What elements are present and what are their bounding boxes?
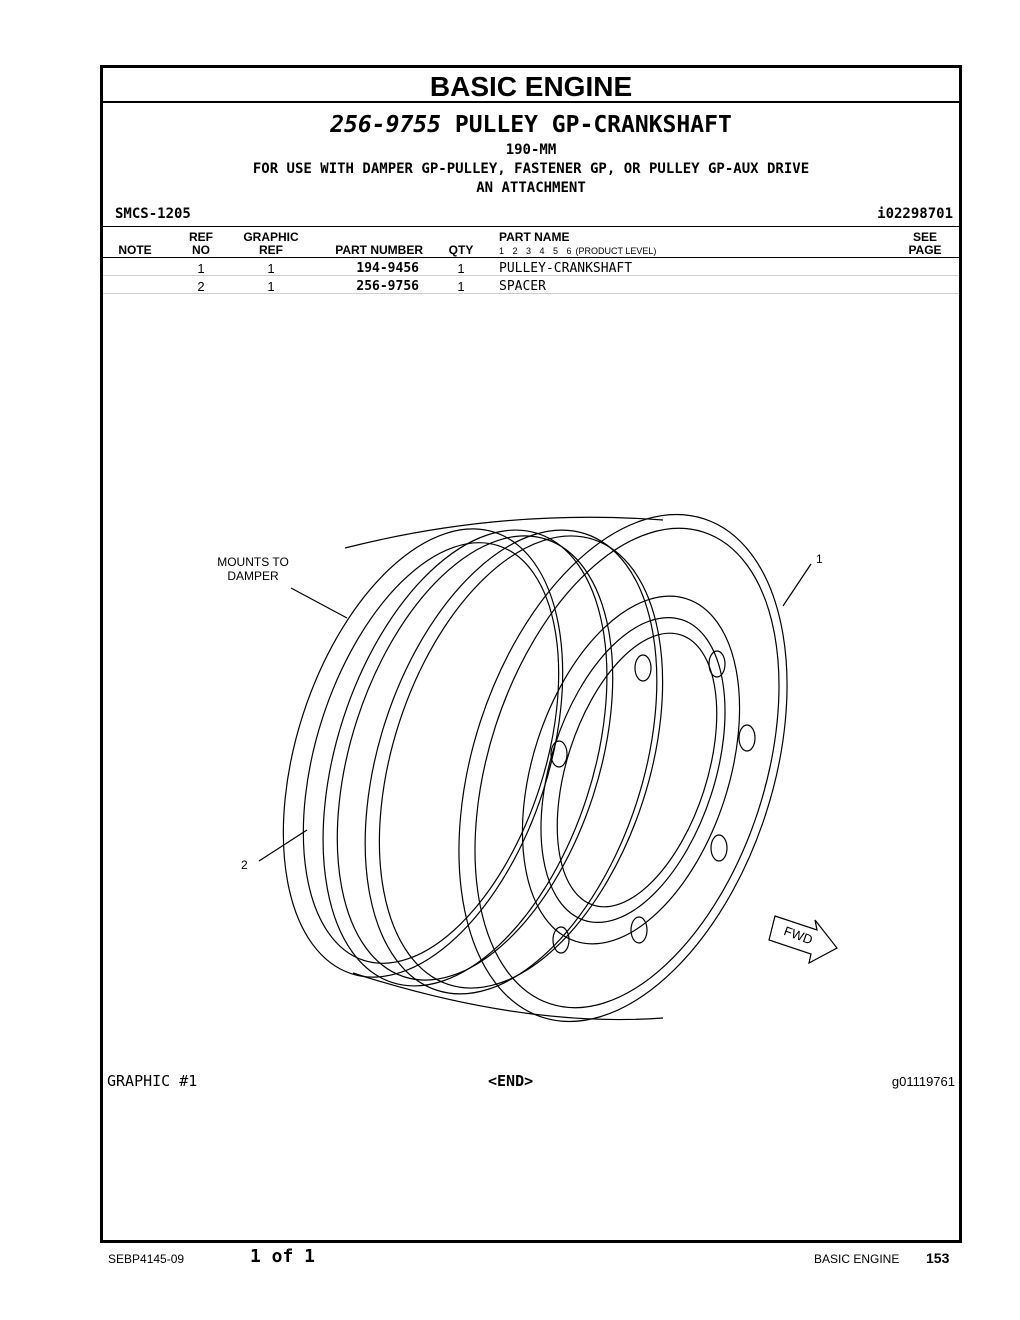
product-level-label: (PRODUCT LEVEL) — [575, 246, 657, 256]
col-header-ref-bottom: NO — [192, 243, 210, 257]
row1-part-name: PULLEY-CRANKSHAFT — [499, 261, 633, 276]
col-header-part-name: PART NAME — [499, 230, 570, 244]
footer-page-number: 153 — [926, 1250, 950, 1266]
row2-graphic: 1 — [267, 279, 275, 294]
col-header-part-number: PART NUMBER — [335, 243, 423, 257]
group-size: 190-MM — [505, 142, 557, 158]
row1-ref: 1 — [197, 261, 205, 276]
footer-page-of: 1 of 1 — [250, 1246, 316, 1267]
page-frame — [100, 65, 962, 1243]
row2-qty: 1 — [457, 279, 465, 294]
col-header-note: NOTE — [118, 243, 152, 257]
graphic-id: g01119761 — [891, 1074, 955, 1089]
row1-graphic: 1 — [267, 261, 275, 276]
bolt-hole-4 — [711, 835, 727, 861]
row1-part-number: 194-9456 — [356, 261, 419, 276]
callout-mounts-line2: DAMPER — [227, 569, 279, 583]
bolt-hole-6 — [553, 927, 569, 953]
row2-part-number: 256-9756 — [356, 279, 419, 294]
col-header-qty: QTY — [448, 243, 474, 257]
footer-doc-number: SEBP4145-09 — [108, 1252, 185, 1266]
leader-1 — [783, 564, 811, 606]
leader-mounts — [291, 588, 347, 618]
footer-section: BASIC ENGINE — [814, 1252, 900, 1266]
smcs-code: SMCS-1205 — [115, 206, 191, 222]
callout-mounts-line1: MOUNTS TO — [217, 555, 289, 569]
row2-ref: 2 — [197, 279, 205, 294]
col-header-graphic-bottom: REF — [259, 243, 283, 257]
col-header-see-bottom: PAGE — [908, 243, 942, 257]
col-header-see-top: SEE — [912, 230, 937, 244]
front-face-rim — [419, 489, 835, 1046]
bolt-hole-5 — [631, 917, 647, 943]
group-attachment: AN ATTACHMENT — [476, 180, 586, 196]
end-marker: <END> — [488, 1072, 534, 1090]
section-title: BASIC ENGINE — [103, 68, 959, 103]
group-name: PULLEY GP-CRANKSHAFT — [454, 112, 732, 138]
callout-1: 1 — [816, 552, 823, 566]
bolt-hole-2 — [709, 651, 725, 677]
callout-2: 2 — [241, 858, 248, 872]
groove-3 — [311, 493, 710, 1031]
pulley-drawing — [103, 68, 959, 1068]
level-numbers: 1 2 3 4 5 6 — [499, 246, 572, 256]
bolt-hole-1 — [635, 655, 651, 681]
groove-4 — [327, 500, 715, 1024]
graphic-label: GRAPHIC #1 — [107, 1072, 198, 1090]
col-header-graphic-top: GRAPHIC — [243, 230, 299, 244]
groove-2 — [286, 501, 664, 1015]
row1-qty: 1 — [457, 261, 465, 276]
group-part-number: 256-9755 — [330, 112, 441, 138]
col-header-ref-top: REF — [189, 230, 213, 244]
hub-face — [482, 569, 780, 972]
document-ident: i02298701 — [877, 206, 953, 222]
fwd-label: FWD — [781, 923, 815, 948]
group-usage: FOR USE WITH DAMPER GP-PULLEY, FASTENER GP, OR PULLEY GP-AUX DRIVE — [252, 161, 810, 177]
bolt-hole-3 — [739, 725, 755, 751]
rear-flange-outer — [231, 493, 614, 1012]
row2-part-name: SPACER — [499, 279, 546, 294]
